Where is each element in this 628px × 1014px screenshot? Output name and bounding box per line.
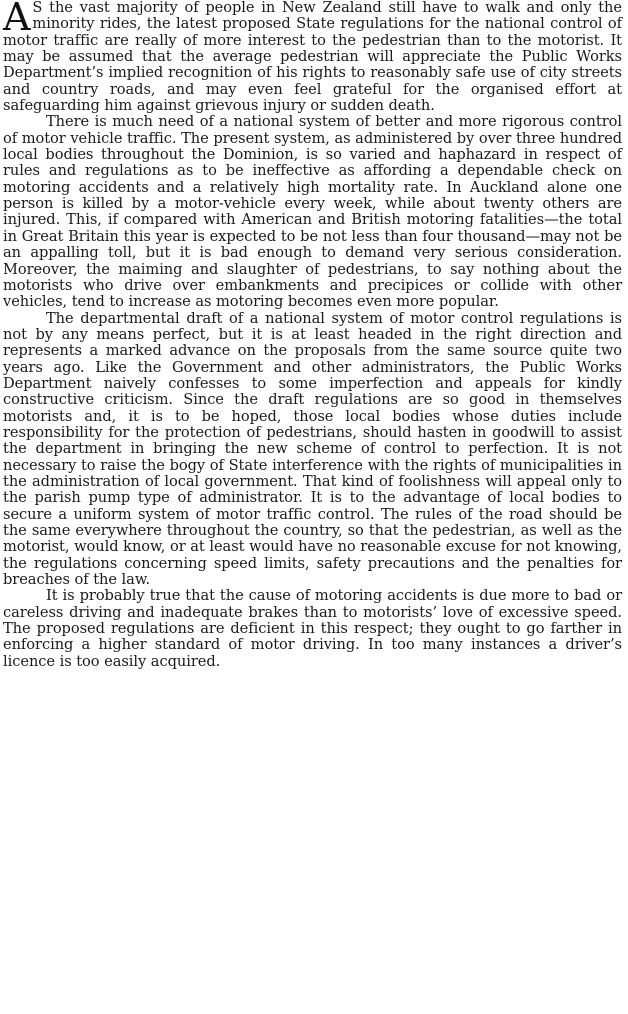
paragraph-4: It is probably true that the cause of motoring accidents is due more to bad or careless driving and inadequate brakes than to motorists’ love of excessive speed. The proposed regulations are deficient in this respect; they ought to go farther in enforcing a higher standard of motor driving. In too many instances a driver’s licence is too easily acquired. bbox=[3, 587, 622, 670]
drop-cap-letter: A bbox=[3, 0, 31, 39]
paragraph-2: There is much need of a national system of better and more rigorous control of motor vehicle traffic. The present system, as administered by over three hundred local bodies throughout the Dominion, is so varied and haphazard in respect of rules and regulations as to be ineffective as affording a dependable check on motoring accidents and a relatively high mortality rate. In Auckland alone one person is killed by a motor-vehicle every week, while about twenty others are injured. This, if compared with American and British motoring fatalities—the total in Great Britain this year is expected to be not less than four thousand—may not be an appalling toll, but it is bad enough to demand very serious consideration. Moreover, the maiming and slaughter of pedestrians, to say nothing about the motorists who drive over embankments and precipices or collide with other vehicles, tend to increase as motoring becomes even more popular. bbox=[3, 113, 622, 311]
paragraph-1-lead: S the vast majority of people in New Zealand still have to bbox=[32, 0, 479, 16]
paragraph-1-text: walk and only the minority rides, the latest proposed State regulations for the national control of motor traffic are really of more interest to the pedestrian than to the motorist. It may be assumed that the average pedestrian will appreciate the Public Works Department’s implied recognition of his rights to reasonably safe use of city streets and country roads, and may even feel grateful for the organised effort at safeguarding him against grievous injury or sudden death. bbox=[3, 0, 622, 115]
paragraph-3: The departmental draft of a national system of motor control regulations is not by any means perfect, but it is at least headed in the right direction and represents a marked advance on the proposals from the same source quite two years ago. Like the Government and other administrators, the Public Works Department naively confesses to some imperfection and appeals for kindly constructive criticism. Since the draft regulations are so good in themselves motorists and, it is to be hoped, those local bodies whose duties include responsibility for the protection of pedestrians, should hasten in goodwill to assist the department in bringing the new scheme of control to perfection. It is not necessary to raise the bogy of State interference with the rights of municipalities in the administration of local government. That kind of foolishness will appeal only to the parish pump type of administrator. It is to the advantage of local bodies to secure a uniform system of motor traffic control. The rules of the road should be the same everywhere throughout the country, so that the pedestrian, as well as the motorist, would know, or at least would have no reasonable excuse for not knowing, the regulations concerning speed limits, safety precautions and the penalties for breaches of the law. bbox=[3, 309, 622, 589]
paragraph-1 bbox=[3, 0, 622, 114]
